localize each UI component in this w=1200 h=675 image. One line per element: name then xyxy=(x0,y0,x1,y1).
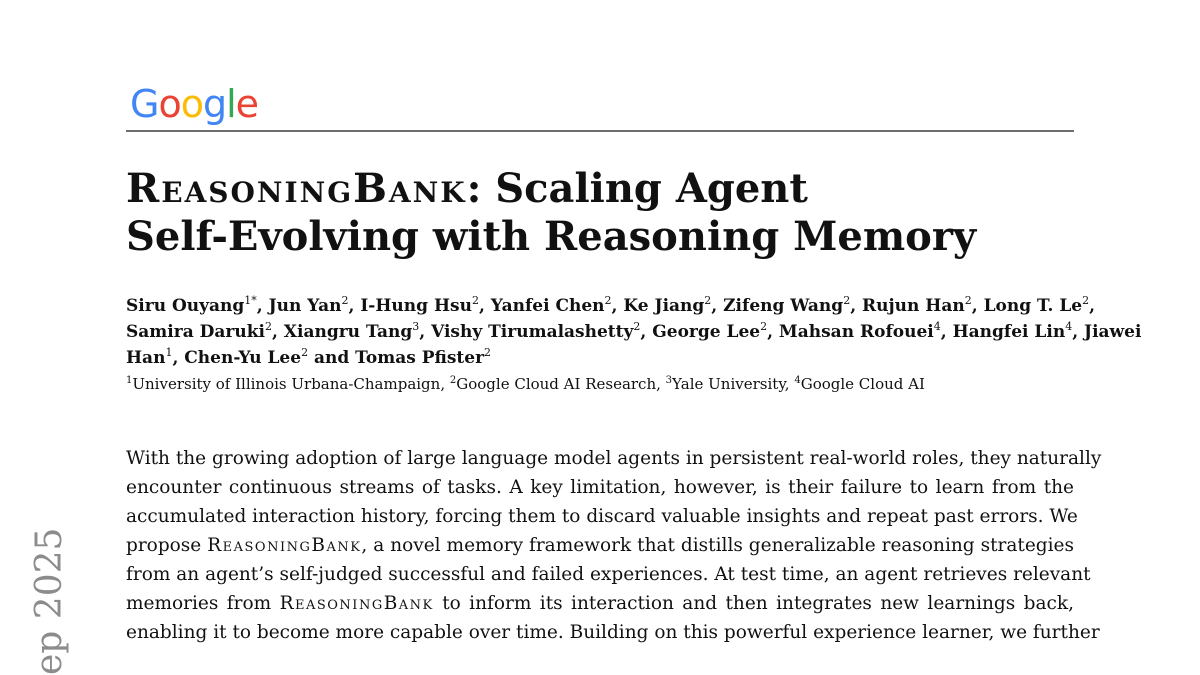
author-name: Rujun Han xyxy=(862,296,965,316)
google-logo xyxy=(130,82,258,126)
affiliation-marker: 2 xyxy=(449,375,457,386)
author-affiliation-marker: 2 xyxy=(264,320,272,333)
logo-letter: e xyxy=(235,82,259,126)
logo-letter: l xyxy=(226,82,236,126)
affiliation-name: Google Cloud AI Research xyxy=(456,375,657,393)
affiliation-marker: 1 xyxy=(126,375,133,386)
author-name: Yanfei Chen xyxy=(490,296,605,316)
author-name: I-Hung Hsu xyxy=(360,296,472,316)
abstract-text: , a novel memory framework that distills generalizable reasoning strategies xyxy=(361,535,1074,556)
author-name: Ke Jiang xyxy=(623,296,705,316)
author-name: Zifeng Wang xyxy=(723,296,844,316)
title-line-1-rest: : Scaling Agent xyxy=(466,165,808,212)
title-line-1 xyxy=(126,165,1074,213)
author-name: George Lee xyxy=(652,322,761,342)
author-affiliation-marker: 1* xyxy=(244,294,257,307)
author-name: Siru Ouyang xyxy=(126,296,245,316)
author-affiliation-marker: 1 xyxy=(165,346,173,359)
author-affiliation-marker: 2 xyxy=(301,346,309,359)
affiliation-name: Google Cloud AI xyxy=(800,375,925,393)
author-affiliation-marker: 2 xyxy=(1082,294,1090,307)
author-separator: , xyxy=(711,296,724,316)
abstract xyxy=(126,444,1102,647)
author-separator: , xyxy=(767,322,779,342)
logo-letter: G xyxy=(130,82,159,126)
abstract-text: memories from xyxy=(126,593,280,614)
author-affiliation-marker: 2 xyxy=(633,320,641,333)
author-row xyxy=(126,345,1074,371)
author-name: Long T. Le xyxy=(983,296,1083,316)
author-row xyxy=(126,319,1142,345)
abstract-line: encounter continuous streams of tasks. A key limitation, however, is their failure to learn from the xyxy=(126,477,1074,498)
author-affiliation-marker: 2 xyxy=(964,294,972,307)
author-separator: , xyxy=(419,322,432,342)
abstract-text: propose xyxy=(126,535,208,556)
author-separator: , xyxy=(940,322,953,342)
author-separator: , xyxy=(850,296,863,316)
author-affiliation-marker: 2 xyxy=(471,294,479,307)
author-separator: , xyxy=(478,296,491,316)
author-affiliation-marker: 2 xyxy=(484,346,492,359)
paper-title xyxy=(126,165,1074,261)
author-name: Jiawei xyxy=(1084,322,1142,342)
author-affiliation-marker: 2 xyxy=(604,294,612,307)
author-affiliation-marker: 2 xyxy=(843,294,851,307)
author-name: Xiangru Tang xyxy=(283,322,413,342)
author-name: Chen-Yu Lee xyxy=(184,348,302,368)
affiliation-separator: , xyxy=(440,375,450,393)
abstract-line xyxy=(126,589,1074,618)
author-separator: , xyxy=(172,348,185,368)
author-separator: , xyxy=(640,322,653,342)
author-affiliation-marker: 4 xyxy=(1065,320,1073,333)
author-separator: and xyxy=(308,348,356,368)
abstract-line: from an agent’s self-judged successful and failed experiences. At test time, an agent retrieves relevant xyxy=(126,564,1091,585)
affiliation-name: Yale University xyxy=(672,375,785,393)
title-system-name: ReasoningBank xyxy=(126,165,467,212)
abstract-system-name: ReasoningBank xyxy=(279,593,434,614)
arxiv-date-stamp: ep 2025 xyxy=(29,527,70,675)
author-name: Han xyxy=(126,348,166,368)
author-name: Jun Yan xyxy=(268,296,342,316)
author-name: Hangfei Lin xyxy=(952,322,1066,342)
author-separator: , xyxy=(348,296,361,316)
author-affiliation-marker: 2 xyxy=(704,294,712,307)
logo-letter: o xyxy=(180,82,203,126)
author-name: Samira Daruki xyxy=(126,322,265,342)
affiliation-separator: , xyxy=(784,375,795,393)
author-separator: , xyxy=(1089,296,1096,316)
abstract-line: With the growing adoption of large language model agents in persistent real-world roles, they naturally xyxy=(126,448,1102,469)
abstract-line: enabling it to become more capable over time. Building on this powerful experience learner, we further xyxy=(126,622,1100,643)
author-separator: , xyxy=(256,296,269,316)
title-line-2: Self-Evolving with Reasoning Memory xyxy=(126,213,977,260)
abstract-line: accumulated interaction history, forcing them to discard valuable insights and repeat past errors. We xyxy=(126,506,1078,527)
affiliation-name: University of Illinois Urbana-Champaign xyxy=(132,375,441,393)
abstract-text: to inform its interaction and then integrates new learnings back, xyxy=(433,593,1074,614)
header-rule xyxy=(126,130,1074,132)
logo-letter: o xyxy=(158,82,181,126)
author-separator: , xyxy=(971,296,984,316)
author-separator: , xyxy=(271,322,284,342)
author-row xyxy=(126,293,1096,319)
author-list xyxy=(126,293,1142,371)
author-name: Mahsan Rofouei xyxy=(778,322,934,342)
logo-letter: g xyxy=(202,82,227,126)
author-affiliation-marker: 2 xyxy=(760,320,768,333)
author-separator: , xyxy=(1072,322,1085,342)
affiliation-marker: 3 xyxy=(665,375,673,386)
affiliation-list xyxy=(126,373,1074,395)
abstract-system-name: ReasoningBank xyxy=(207,535,362,556)
abstract-line xyxy=(126,531,1074,560)
affiliation-marker: 4 xyxy=(794,375,801,386)
author-name: Tomas Pfister xyxy=(355,348,485,368)
author-affiliation-marker: 2 xyxy=(341,294,349,307)
author-affiliation-marker: 3 xyxy=(412,320,420,333)
author-affiliation-marker: 4 xyxy=(933,320,941,333)
author-separator: , xyxy=(611,296,624,316)
author-name: Vishy Tirumalashetty xyxy=(431,322,634,342)
affiliation-separator: , xyxy=(656,375,666,393)
